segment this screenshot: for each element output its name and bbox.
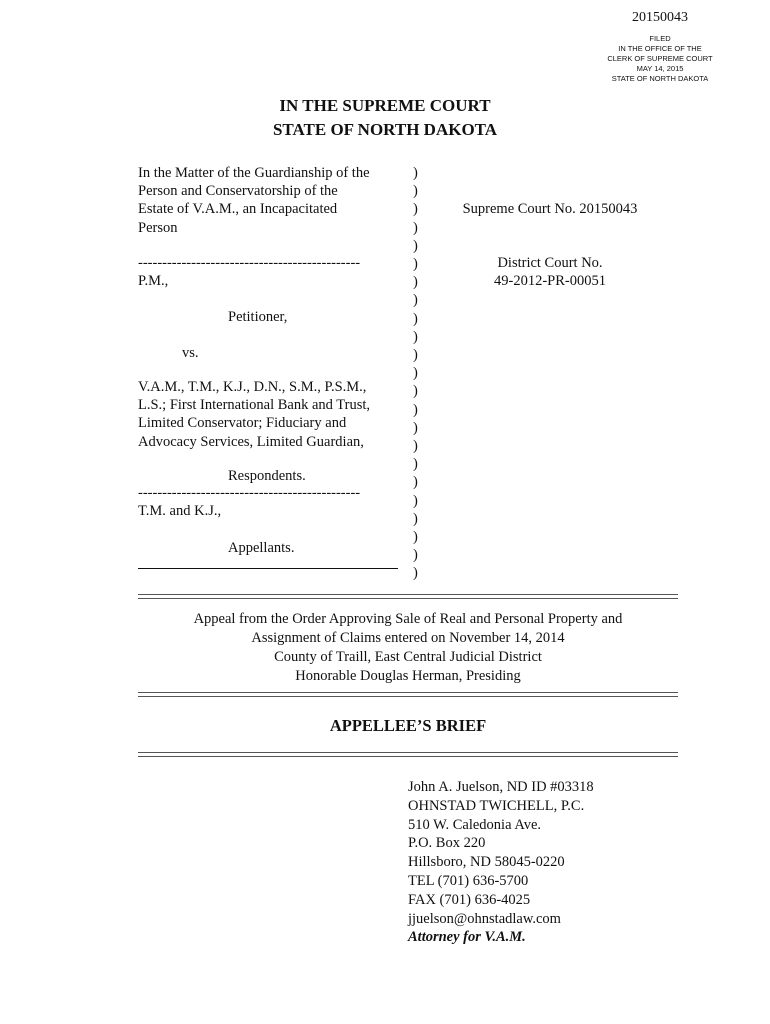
paren: ) xyxy=(413,201,418,218)
paren: ) xyxy=(413,256,418,273)
paren: ) xyxy=(413,510,418,527)
appeal-line: County of Traill, East Central Judicial District xyxy=(274,649,542,665)
district-court-label: District Court No. xyxy=(497,255,603,271)
matter-line: Estate of V.A.M., an Incapacitated xyxy=(138,201,338,218)
paren: ) xyxy=(413,310,418,327)
paren: ) xyxy=(413,401,418,418)
matter-description xyxy=(138,164,370,237)
matter-line: Person xyxy=(138,219,178,236)
firm-name: OHNSTAD TWICHELL, P.C. xyxy=(408,797,585,814)
paren: ) xyxy=(413,438,418,455)
caption-underline xyxy=(138,568,398,569)
email-link[interactable]: jjuelson@ohnstadlaw.com xyxy=(408,910,561,927)
paren: ) xyxy=(413,219,418,236)
court-state: STATE OF NORTH DAKOTA xyxy=(272,120,498,139)
court-heading xyxy=(0,94,770,142)
filed-stamp xyxy=(590,34,730,84)
paren: ) xyxy=(413,383,418,400)
paren: ) xyxy=(413,419,418,436)
matter-line: In the Matter of the Guardianship of the xyxy=(138,165,370,181)
appeal-line: Honorable Douglas Herman, Presiding xyxy=(295,668,521,684)
street-address: 510 W. Caledonia Ave. xyxy=(408,816,542,833)
paren: ) xyxy=(413,474,418,491)
paren: ) xyxy=(413,365,418,382)
paren: ) xyxy=(413,529,418,546)
versus-label: vs. xyxy=(182,345,199,361)
petitioner-role: Petitioner, xyxy=(228,309,288,325)
filing-number: 20150043 xyxy=(632,10,688,25)
petitioner-name: P.M., xyxy=(138,273,169,289)
fax: FAX (701) 636-4025 xyxy=(408,891,531,908)
paren: ) xyxy=(413,547,418,564)
caption-paren-column xyxy=(413,164,423,583)
stamp-line: STATE OF NORTH DAKOTA xyxy=(611,74,709,83)
paren: ) xyxy=(413,165,418,181)
stamp-line: MAY 14, 2015 xyxy=(636,64,684,73)
paren: ) xyxy=(413,274,418,291)
double-rule-top xyxy=(138,594,678,599)
telephone: TEL (701) 636-5700 xyxy=(408,872,529,889)
paren: ) xyxy=(413,292,418,309)
counsel-name: John A. Juelson, ND ID #03318 xyxy=(408,779,594,795)
matter-line: Person and Conservatorship of the xyxy=(138,183,338,200)
court-name: IN THE SUPREME COURT xyxy=(279,96,491,115)
appellant-name: T.M. and K.J., xyxy=(138,503,222,519)
paren: ) xyxy=(413,492,418,509)
respondent-line: V.A.M., T.M., K.J., D.N., S.M., P.S.M., xyxy=(138,379,367,395)
caption-separator: ---------------------------------------------- xyxy=(138,485,361,501)
district-court-block xyxy=(448,254,652,290)
appeal-description xyxy=(0,610,770,686)
appellant-role: Appellants. xyxy=(228,540,295,556)
respondent-line: L.S.; First International Bank and Trust, xyxy=(138,397,370,414)
respondents-list xyxy=(138,378,370,451)
double-rule-middle xyxy=(138,692,678,697)
district-court-number: 49-2012-PR-00051 xyxy=(494,273,606,290)
brief-title: APPELLEE’S BRIEF xyxy=(329,716,487,735)
stamp-line: FILED xyxy=(649,34,671,43)
paren: ) xyxy=(413,237,418,254)
paren: ) xyxy=(413,328,418,345)
appeal-line: Assignment of Claims entered on November 14, 2014 xyxy=(251,630,565,646)
supreme-court-number: Supreme Court No. 20150043 xyxy=(462,201,638,217)
caption-separator: ---------------------------------------------- xyxy=(138,255,361,271)
counsel-role: Attorney for V.A.M. xyxy=(408,929,526,946)
po-box: P.O. Box 220 xyxy=(408,835,486,852)
paren: ) xyxy=(413,183,418,200)
city-state-zip: Hillsboro, ND 58045-0220 xyxy=(408,854,565,871)
stamp-line: CLERK OF SUPREME COURT xyxy=(607,54,713,63)
appeal-line: Appeal from the Order Approving Sale of Real and Personal Property and xyxy=(193,611,623,627)
respondent-line: Limited Conservator; Fiduciary and xyxy=(138,415,347,432)
respondents-role: Respondents. xyxy=(228,468,306,484)
counsel-block xyxy=(408,778,594,947)
double-rule-bottom xyxy=(138,752,678,757)
respondent-line: Advocacy Services, Limited Guardian, xyxy=(138,433,364,450)
paren: ) xyxy=(413,456,418,473)
paren: ) xyxy=(413,347,418,364)
stamp-line: IN THE OFFICE OF THE xyxy=(618,44,702,53)
paren: ) xyxy=(413,565,418,582)
